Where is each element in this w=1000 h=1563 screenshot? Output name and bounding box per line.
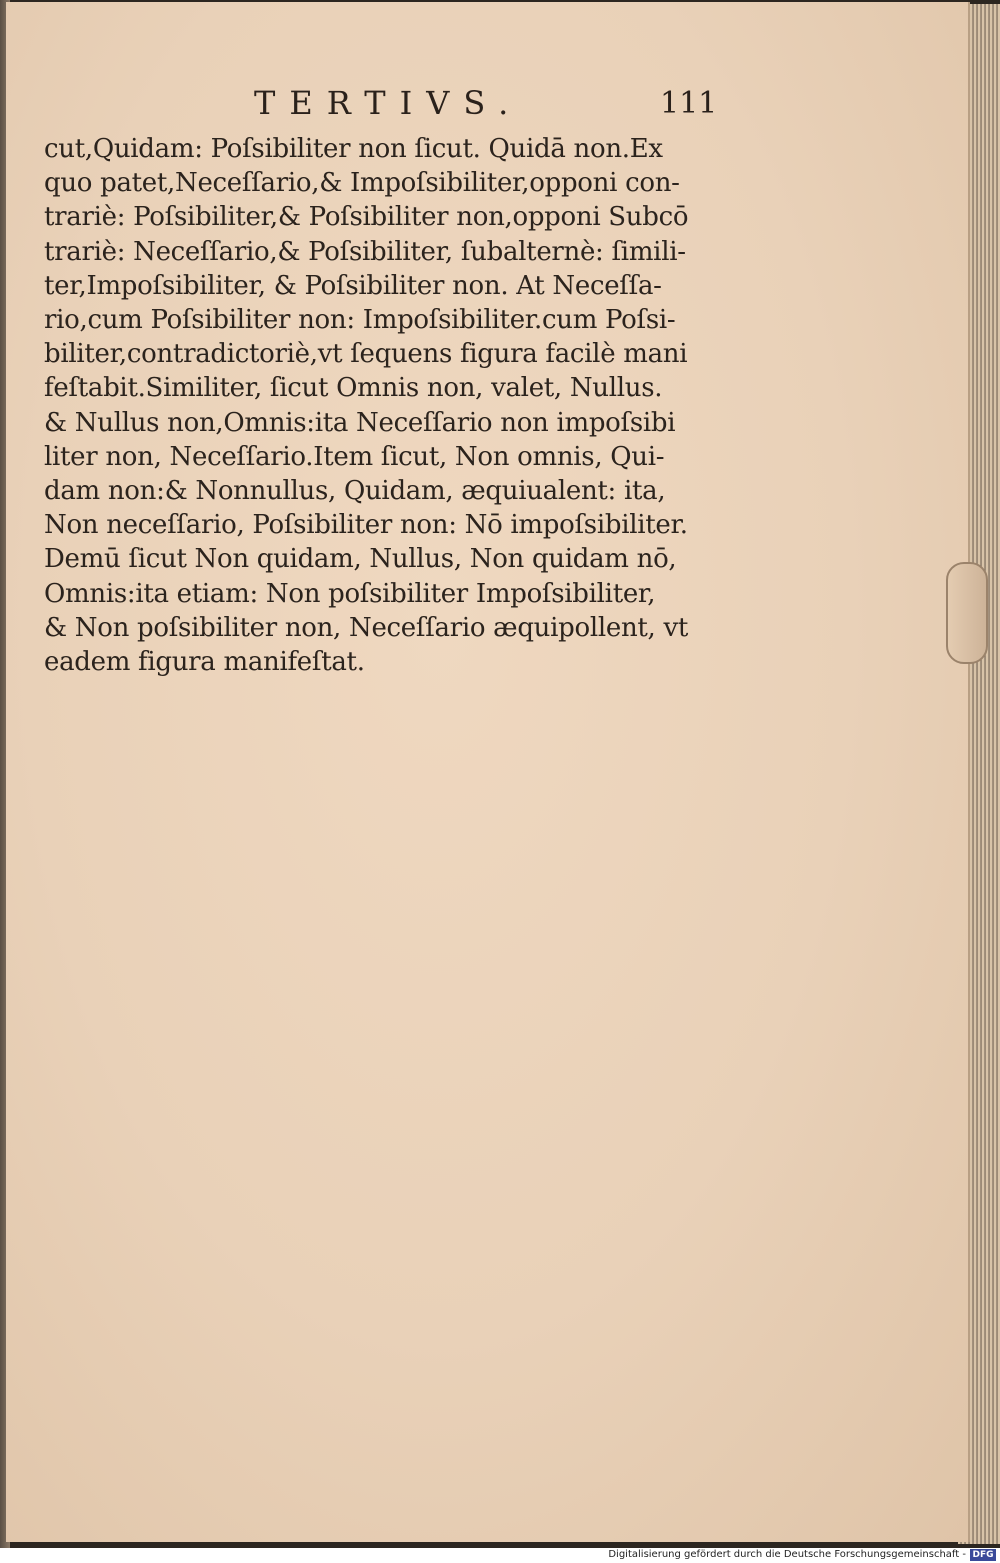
text-line: feſtabit.Similiter, ſicut Omnis non, valet, Nullus. <box>44 373 663 404</box>
text-line: trariè: Neceſſario,& Poſsibiliter, ſubalternè: ſimili- <box>44 236 686 267</box>
text-line: liter non, Neceſſario.Item ſicut, Non omnis, Qui- <box>44 441 665 472</box>
folio-number: 111 <box>660 86 718 121</box>
text-line: rio,cum Poſsibiliter non: Impoſsibiliter.cum Poſsi- <box>44 305 676 336</box>
body-text <box>44 132 744 679</box>
text-line: biliter,contradictoriè,vt ſequens figura facilè mani <box>44 339 688 370</box>
text-line: dam non:& Nonnullus, Quidam, æquiualent: ita, <box>44 476 666 507</box>
page-clasp <box>946 562 988 664</box>
text-line: ter,Impoſsibiliter, & Poſsibiliter non. At Neceſſa- <box>44 270 662 301</box>
text-line: & Non poſsibiliter non, Neceſſario æquipollent, vt <box>44 612 689 643</box>
running-head: TERTIVS. <box>254 84 523 122</box>
text-line: Omnis:ita etiam: Non poſsibiliter Impoſsibiliter, <box>44 578 656 609</box>
text-line: quo patet,Neceſſario,& Impoſsibiliter,opponi con- <box>44 168 680 199</box>
text-line: eadem figura manifeſtat. <box>44 647 365 678</box>
text-line: trariè: Poſsibiliter,& Poſsibiliter non,opponi Subcō <box>44 202 689 233</box>
digitization-credit: Digitalisierung gefördert durch die Deutsche Forschungsgemeinschaft - <box>608 1549 966 1560</box>
text-line: & Nullus non,Omnis:ita Neceſſario non impoſsibi <box>44 407 676 438</box>
text-line: Non neceſſario, Poſsibiliter non: Nō impoſsibiliter. <box>44 510 688 541</box>
dfg-logo: DFG <box>970 1549 996 1561</box>
text-line: cut,Quidam: Poſsibiliter non ſicut. Quidā non.Ex <box>44 134 663 164</box>
text-line: Demū ſicut Non quidam, Nullus, Non quidam nō, <box>44 544 677 575</box>
